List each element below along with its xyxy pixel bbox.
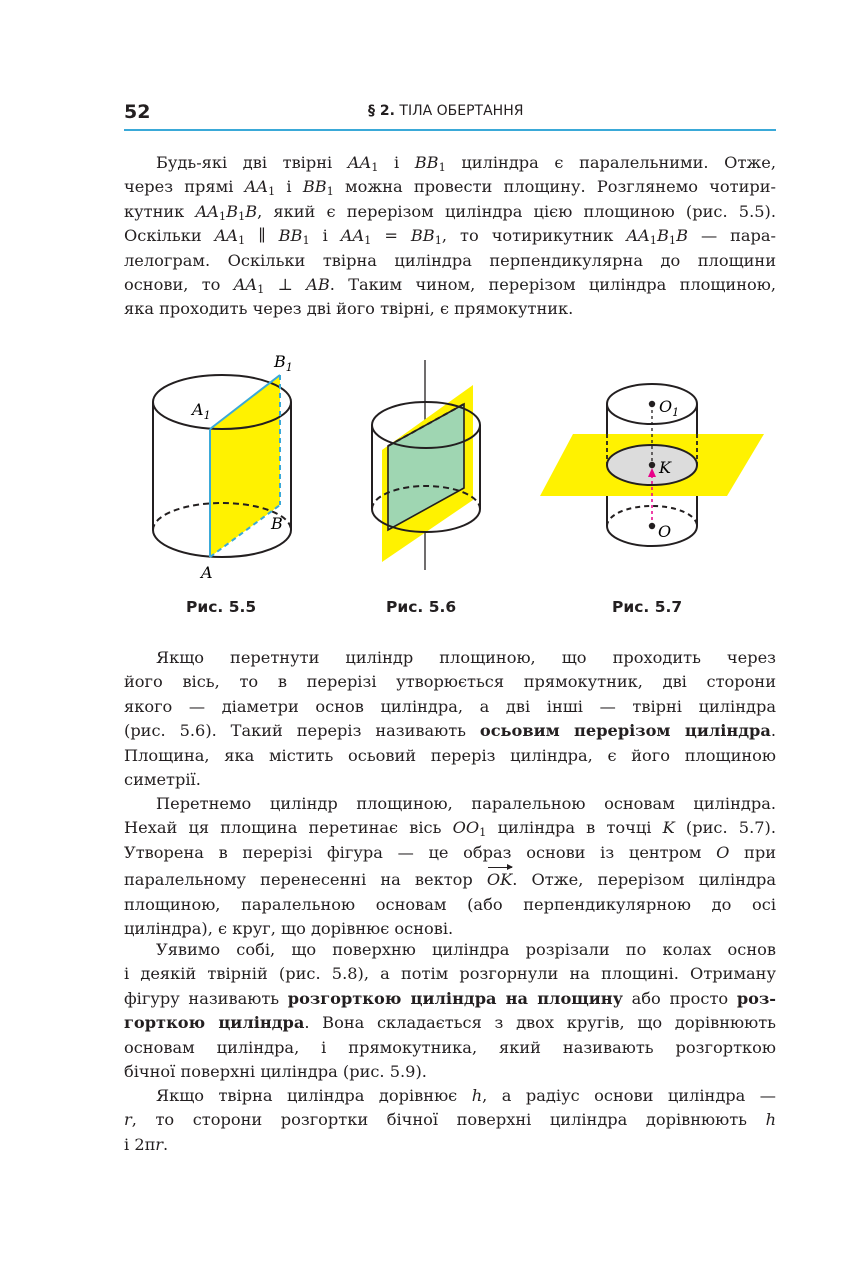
label-a1: $A_1$ bbox=[192, 400, 211, 422]
paragraph-2 bbox=[124, 646, 776, 792]
p3-line-5: площиною, паралельною основам (або перпендикулярною до осі bbox=[124, 894, 776, 914]
label-b1: $B_1$ bbox=[274, 352, 293, 374]
p1-line-5: лелограм. Оскільки твірна циліндра перпендикулярна до площини bbox=[124, 250, 776, 270]
p3-line-2: Нехай ця площина перетинає вісь $OO_1$ циліндра в точці K (рис. 5.7). bbox=[124, 818, 776, 840]
p5-line-1: Якщо твірна циліндра дорівнює h, а радіус основи циліндра — bbox=[156, 1086, 776, 1105]
point-o1 bbox=[649, 401, 655, 407]
p2-line-4: (рис. 5.6). Такий переріз називають осьовим перерізом циліндра. bbox=[124, 721, 776, 741]
caption-fig-5-7: Рис. 5.7 bbox=[612, 598, 683, 616]
label-k: K bbox=[659, 458, 671, 477]
paragraph-1 bbox=[124, 151, 776, 322]
p5-line-2: r, то сторони розгортки бічної поверхні циліндра дорівнюють h bbox=[124, 1110, 776, 1130]
p2-line-6: симетрії. bbox=[124, 770, 201, 790]
label-o: O bbox=[658, 522, 672, 541]
figure-5-5 bbox=[140, 345, 320, 590]
p4-line-5: основам циліндра, і прямокутника, який називають розгорткою bbox=[124, 1037, 776, 1057]
figure-5-7 bbox=[535, 375, 775, 555]
section-title bbox=[368, 103, 523, 119]
p2-line-3: якого — діаметри основ циліндра, а дві інші — твірні циліндра bbox=[124, 696, 776, 716]
paragraph-3 bbox=[124, 792, 776, 941]
p4-line-6: бічної поверхні циліндра (рис. 5.9). bbox=[124, 1062, 427, 1082]
p4-line-4: горткою циліндра. Вона складається з двох кругів, що дорівнюють bbox=[124, 1013, 776, 1033]
p1-line-7: яка проходить через дві його твірні, є прямокутник. bbox=[124, 299, 574, 319]
page-header bbox=[124, 98, 776, 128]
p1-line-1: Будь-які дві твірні $AA_1$ і $BB_1$ циліндра є паралельними. Отже, bbox=[156, 153, 777, 174]
point-k bbox=[649, 462, 655, 468]
label-b: B bbox=[271, 514, 283, 533]
caption-fig-5-5: Рис. 5.5 bbox=[186, 598, 257, 616]
p3-line-4: паралельному перенесенні на вектор OK. Отже, перерізом циліндра bbox=[124, 868, 776, 892]
p3-line-3: Утворена в перерізі фігура — це образ основи із центром O при bbox=[124, 842, 776, 862]
label-a: A bbox=[201, 563, 213, 582]
p4-line-1: Уявимо собі, що поверхню циліндра розрізали по колах основ bbox=[156, 940, 776, 959]
p1-line-6: основи, то $AA_1$ ⊥ AB. Таким чином, перерізом циліндра площиною, bbox=[124, 275, 776, 297]
point-o bbox=[649, 523, 655, 529]
p1-line-4: Оскільки $AA_1$ ∥ $BB_1$ і $AA_1 = BB_1$, то чотирикутник $AA_1B_1B$ — пара- bbox=[124, 226, 777, 248]
p4-line-2: і деякій твірній (рис. 5.8), а потім розгорнули на площині. Отриману bbox=[124, 964, 776, 984]
p5-line-3: і 2πr. bbox=[124, 1134, 169, 1154]
p3-line-1: Перетнемо циліндр площиною, паралельною основам циліндра. bbox=[156, 794, 776, 813]
section-number: § 2. bbox=[368, 103, 395, 119]
p1-line-3: кутник $AA_1B_1B$, який є перерізом циліндра цією площиною (рис. 5.5). bbox=[124, 201, 776, 223]
p3-line-6: циліндра), є круг, що дорівнює основі. bbox=[124, 919, 454, 939]
paragraph-5 bbox=[124, 1084, 776, 1157]
label-o1: $O_1$ bbox=[659, 397, 680, 419]
paragraph-4 bbox=[124, 938, 776, 1084]
section-name: ТІЛА ОБЕРТАННЯ bbox=[399, 103, 524, 119]
figure-5-6 bbox=[360, 355, 485, 575]
p2-line-1: Якщо перетнути циліндр площиною, що проходить через bbox=[156, 648, 776, 667]
p2-line-2: його вісь, то в перерізі утворюється прямокутник, дві сторони bbox=[124, 672, 776, 692]
p1-line-2: через прямі $AA_1$ і $BB_1$ можна провести площину. Розглянемо чотири- bbox=[124, 177, 777, 199]
p2-line-5: Площина, яка містить осьовий переріз циліндра, є його площиною bbox=[124, 745, 776, 765]
p4-line-3: фігуру називають розгорткою циліндра на площину або просто роз- bbox=[124, 988, 776, 1008]
page-number: 52 bbox=[124, 101, 151, 123]
header-rule bbox=[124, 129, 776, 131]
caption-fig-5-6: Рис. 5.6 bbox=[386, 598, 457, 616]
